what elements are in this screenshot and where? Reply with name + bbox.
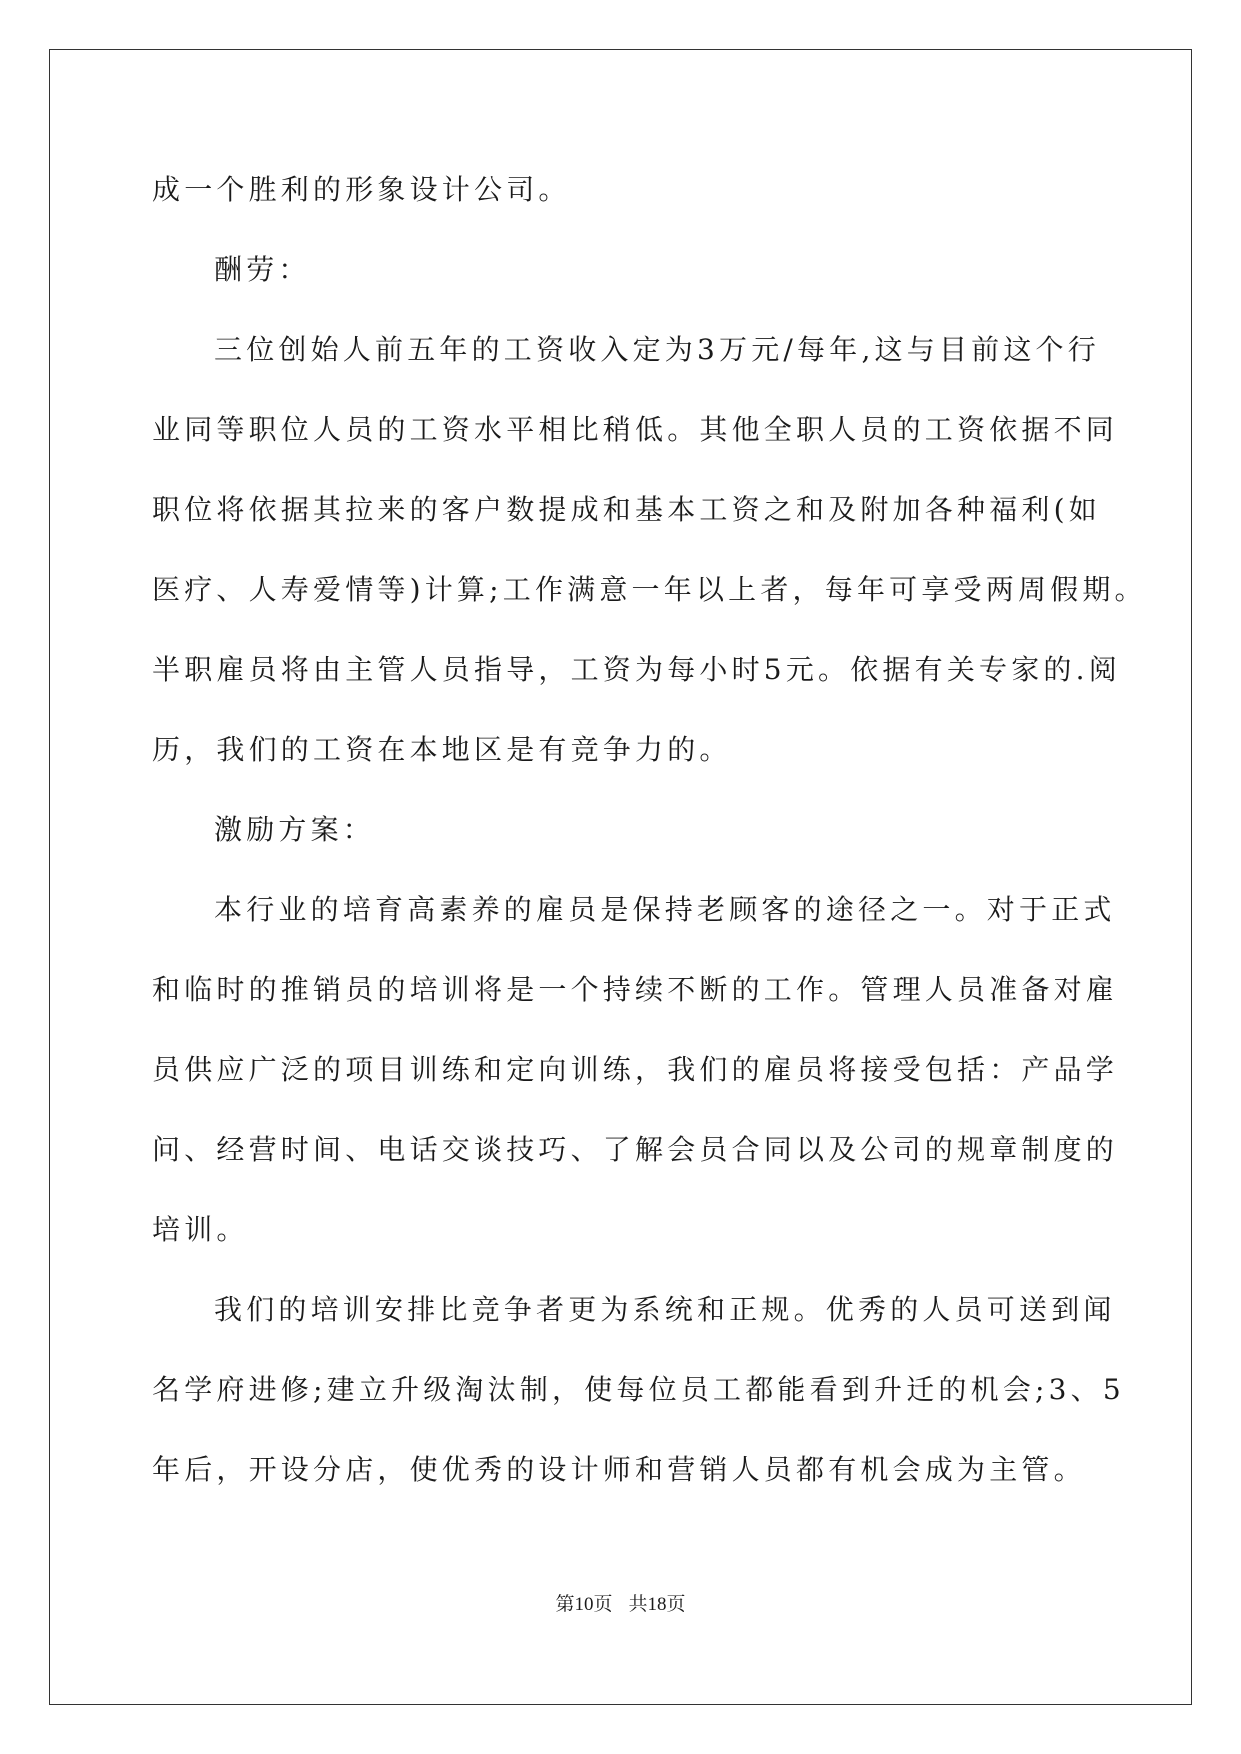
body-line: 半职雇员将由主管人员指导，工资为每小时5元。依据有关专家的.阅 — [152, 653, 1121, 686]
body-line: 员供应广泛的项目训练和定向训练，我们的雇员将接受包括：产品学 — [152, 1053, 1119, 1086]
body-line: 名学府进修;建立升级淘汰制，使每位员工都能看到升迁的机会;3、5 — [152, 1373, 1125, 1406]
body-line: 年后，开设分店，使优秀的设计师和营销人员都有机会成为主管。 — [152, 1453, 1086, 1486]
body-line: 成一个胜利的形象设计公司。 — [152, 173, 571, 206]
page-footer — [0, 1593, 1241, 1617]
paragraph-line: 三位创始人前五年的工资收入定为3万元/每年,这与目前这个行 — [214, 333, 1100, 366]
section-heading-incentive: 激励方案： — [214, 813, 376, 846]
page-number: 第10页 — [555, 1594, 613, 1615]
body-line: 历，我们的工资在本地区是有竞争力的。 — [152, 733, 732, 766]
body-line: 培训。 — [152, 1213, 249, 1246]
body-line: 业同等职位人员的工资水平相比稍低。其他全职人员的工资依据不同 — [152, 413, 1119, 446]
body-line: 问、经营时间、电话交谈技巧、了解会员合同以及公司的规章制度的 — [152, 1133, 1119, 1166]
body-line: 和临时的推销员的培训将是一个持续不断的工作。管理人员准备对雇 — [152, 973, 1119, 1006]
paragraph-line: 我们的培训安排比竞争者更为系统和正规。优秀的人员可送到闻 — [214, 1293, 1116, 1326]
body-line: 医疗、人寿爱情等)计算;工作满意一年以上者，每年可享受两周假期。 — [152, 573, 1147, 606]
paragraph-line: 本行业的培育高素养的雇员是保持老顾客的途径之一。对于正式 — [214, 893, 1116, 926]
section-heading-remuneration: 酬劳： — [214, 253, 311, 286]
page-total: 共18页 — [628, 1594, 686, 1615]
body-line: 职位将依据其拉来的客户数提成和基本工资之和及附加各种福利(如 — [152, 493, 1101, 526]
